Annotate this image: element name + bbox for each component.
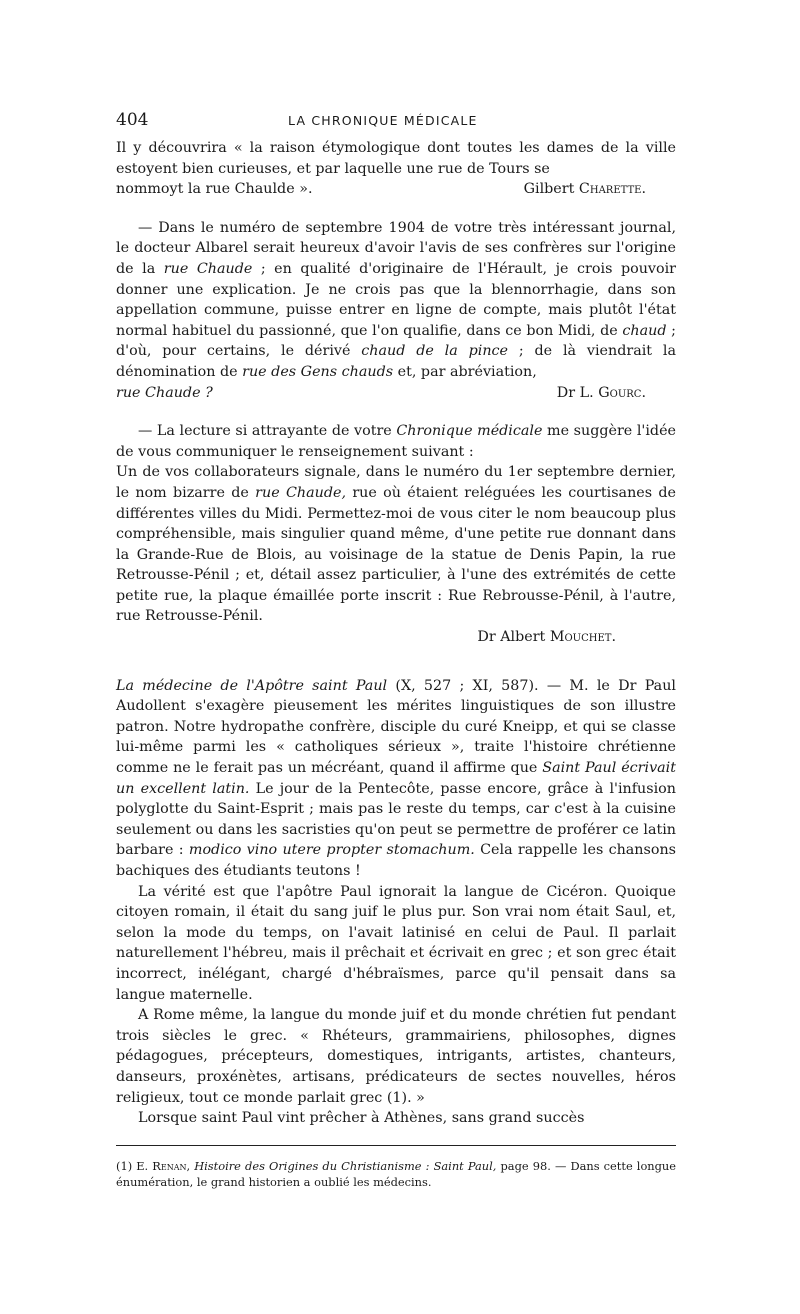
signature-mouchet: Dr Albert Mouchet. [477, 629, 616, 646]
page-header [116, 110, 676, 138]
paragraph-gourc: — Dans le numéro de septembre 1904 de votre très intéressant journal, le docteur Albarel serait heureux d'avoir l'avis de ses confrères sur l'origine de la rue Chaude ; en qualité d'originaire de l'Hérault, je crois pouvoir donner une explication. Je ne crois pas que la blennorrhagie, dans son appellation commune, puisse entrer en ligne de compte, mais plutôt l'état normal habituel du passionné, que l'on qualifie, dans ce bon Midi, de chaud ; d'où, pour certains, le dérivé chaud de la pince ; de là viendrait la dénomination de rue des Gens chauds et, par abréviation, [116, 219, 676, 380]
running-title: LA CHRONIQUE MÉDICALE [288, 113, 478, 128]
paragraph-charette-end: nommoyt la rue Chaulde ». [116, 181, 313, 198]
paragraph-ciceron: La vérité est que l'apôtre Paul ignorait la langue de Cicéron. Quoique citoyen romain, il était du sang juif le plus pur. Son vrai nom était Saul, et, selon la mode du temps, on l'avait latinisé en celui de Paul. Il parlait naturellement l'hébreu, mais il prêchait et écrivait en grec ; et son grec était incorrect, inélégant, chargé d'hébraïsmes, parce qu'il pensait dans sa langue maternelle. [116, 883, 676, 1003]
signature-charette: Gilbert Charette. [523, 181, 646, 198]
footnote-divider [116, 1145, 676, 1146]
page-number: 404 [116, 110, 149, 130]
footnote: (1) E. Renan, Histoire des Origines du Christianisme : Saint Paul, page 98. — Dans cette longue énumération, le grand historien a oublié les médecins. [116, 1158, 677, 1189]
page [116, 110, 676, 1190]
paragraph-saint-paul: La médecine de l'Apôtre saint Paul (X, 527 ; XI, 587). — M. le Dr Paul Audollent s'exagère pieusement les mérites linguistiques de son illustre patron. Notre hydropathe confrère, disciple du curé Kneipp, et qui se classe lui-même parmi les « catholiques sérieux », traite l'histoire chrétienne comme ne le ferait pas un mécréant, quand il affirme que Saint Paul écrivait un excellent latin. Le jour de la Pentecôte, passe encore, grâce à l'infusion polyglotte du Saint-Esprit ; mais pas le reste du temps, car c'est à la cuisine seulement ou dans les sacristies qu'on peut se permettre de proférer ce latin barbare : modico vino utere propter stomachum. Cela rappelle les chansons bachiques des étudiants teutons ! [116, 677, 677, 879]
paragraph-mouchet-intro: — La lecture si attrayante de votre Chronique médicale me suggère l'idée de vous communiquer le renseignement suivant : [116, 423, 676, 460]
paragraph-mouchet-body: Un de vos collaborateurs signale, dans le numéro du 1er septembre dernier, le nom bizarre de rue Chaude, rue où étaient reléguées les courtisanes de différentes villes du Midi. Permettez-moi de vous citer le nom beaucoup plus compréhensible, mais singulier quand même, d'une petite rue donnant dans la Grande-Rue de Blois, au voisinage de la statue de Denis Papin, la rue Retrousse-Pénil ; et, détail assez particulier, à l'une des extrémités de cette petite rue, la plaque émaillée porte inscrit : Rue Rebrousse-Pénil, à l'autre, rue Retrousse-Pénil. [116, 464, 676, 625]
paragraph-rome: A Rome même, la langue du monde juif et du monde chrétien fut pendant trois siècles le grec. « Rhéteurs, grammairiens, philosophes, dignes pédagogues, précepteurs, domestiques, intrigants, artistes, chanteurs, danseurs, proxénètes, artisans, prédicateurs de sectes nouvelles, héros religieux, tout ce monde parlait grec (1). » [116, 1007, 676, 1106]
paragraph-gourc-end: rue Chaude ? [116, 384, 213, 401]
paragraph-charette: Il y découvrira « la raison étymologique dont toutes les dames de la ville estoyent bien curieuses, et par laquelle une rue de Tours se [116, 140, 676, 177]
paragraph-athenes: Lorsque saint Paul vint prêcher à Athènes, sans grand succès [138, 1110, 585, 1127]
signature-gourc: Dr L. Gourc. [556, 384, 646, 401]
